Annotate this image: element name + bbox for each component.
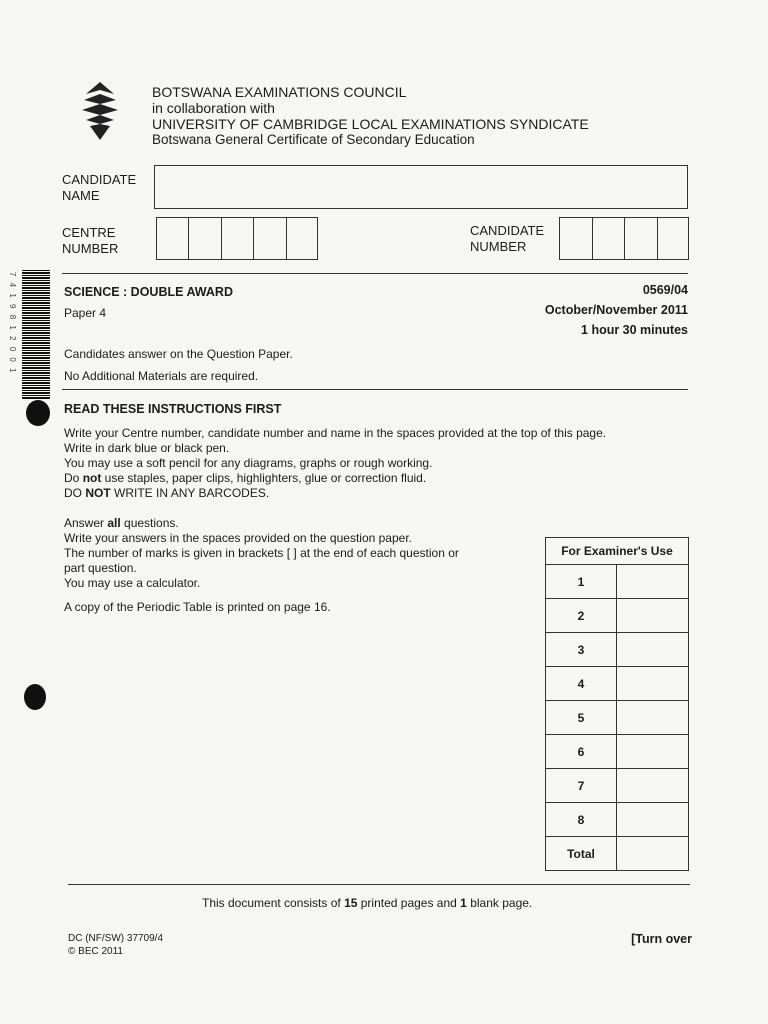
question-number: 1 (546, 565, 617, 599)
question-number: 6 (546, 735, 617, 769)
instruction-line: You may use a calculator. (64, 576, 201, 590)
mark-cell[interactable] (617, 633, 689, 667)
instruction-line: Write your Centre number, candidate number and name in the spaces provided at the top of this page. (64, 426, 607, 440)
instruction-text: DO (64, 486, 86, 500)
document-reference (68, 932, 163, 958)
instructions-heading: READ THESE INSTRUCTIONS FIRST (64, 402, 282, 416)
instruction-emphasis: NOT (85, 486, 111, 500)
header-ucles: UNIVERSITY OF CAMBRIDGE LOCAL EXAMINATIONS SYNDICATE (152, 116, 589, 132)
mark-cell[interactable] (617, 803, 689, 837)
candidate-number-cell[interactable] (625, 218, 658, 259)
barcode (22, 270, 50, 400)
examiner-table (545, 537, 689, 871)
instruction-text: WRITE IN ANY BARCODES. (110, 486, 270, 500)
materials-line-2: No Additional Materials are required. (64, 369, 259, 383)
candidate-name-label (62, 172, 136, 204)
total-mark-cell[interactable] (617, 837, 689, 871)
instruction-line: Write your answers in the spaces provided on the question paper. (64, 531, 412, 545)
turn-over: [Turn over (631, 932, 692, 946)
header-council: BOTSWANA EXAMINATIONS COUNCIL (152, 84, 407, 100)
ink-blot (26, 400, 50, 426)
ink-blot (24, 684, 46, 710)
instruction-line (64, 471, 664, 486)
candidate-number-field[interactable] (559, 217, 689, 260)
footer-text: printed pages and (357, 896, 461, 910)
paper-number: Paper 4 (64, 306, 107, 320)
instruction-text: Do (64, 471, 83, 485)
question-number: 8 (546, 803, 617, 837)
instruction-line: The number of marks is given in brackets [ ] at the end of each question or (64, 546, 459, 560)
blank-pages-count: 1 (460, 896, 467, 910)
bec-logo (78, 80, 122, 144)
centre-number-cell[interactable] (287, 218, 317, 259)
mark-cell[interactable] (617, 701, 689, 735)
question-number: 5 (546, 701, 617, 735)
instruction-line (64, 486, 664, 501)
answer-instructions (64, 516, 524, 591)
instruction-line: part question. (64, 561, 137, 575)
instruction-text: Answer (64, 516, 108, 530)
centre-number-label-l2: NUMBER (62, 241, 119, 256)
divider (68, 884, 690, 885)
printed-pages-count: 15 (344, 896, 358, 910)
mark-cell[interactable] (617, 565, 689, 599)
candidate-name-label-l1: CANDIDATE (62, 172, 137, 187)
instruction-line (64, 516, 524, 531)
instruction-emphasis: not (82, 471, 102, 485)
centre-number-cell[interactable] (189, 218, 221, 259)
instruction-text: use staples, paper clips, highlighters, glue or correction fluid. (101, 471, 427, 485)
barcode-number: 7 4 1 9 8 1 2 0 0 1 (8, 272, 17, 375)
candidate-number-label-l2: NUMBER (470, 239, 527, 254)
candidate-number-cell[interactable] (560, 218, 593, 259)
candidate-number-cell[interactable] (593, 218, 626, 259)
copyright: © BEC 2011 (68, 946, 123, 957)
candidate-number-label (470, 223, 544, 255)
centre-number-cell[interactable] (157, 218, 189, 259)
candidate-number-label-l1: CANDIDATE (470, 223, 545, 238)
materials-line-1: Candidates answer on the Question Paper. (64, 347, 293, 361)
document-code: DC (NF/SW) 37709/4 (68, 933, 164, 944)
footer-text: This document consists of (202, 896, 345, 910)
periodic-table-note: A copy of the Periodic Table is printed on page 16. (64, 600, 331, 614)
header-bgcse: Botswana General Certificate of Secondary Education (152, 132, 475, 147)
subject-title: SCIENCE : DOUBLE AWARD (64, 285, 233, 299)
candidate-name-label-l2: NAME (62, 188, 100, 203)
footer-text: blank page. (466, 896, 533, 910)
question-number: 3 (546, 633, 617, 667)
question-number: 4 (546, 667, 617, 701)
centre-number-label (62, 225, 118, 257)
examiner-table-title: For Examiner's Use (546, 538, 689, 565)
centre-number-field[interactable] (156, 217, 318, 260)
centre-number-cell[interactable] (222, 218, 254, 259)
question-number: 2 (546, 599, 617, 633)
exam-duration: 1 hour 30 minutes (581, 323, 688, 337)
divider (62, 273, 688, 274)
instruction-line: You may use a soft pencil for any diagrams, graphs or rough working. (64, 456, 433, 470)
mark-cell[interactable] (617, 769, 689, 803)
header-collab: in collaboration with (152, 100, 275, 116)
mark-cell[interactable] (617, 599, 689, 633)
mark-cell[interactable] (617, 667, 689, 701)
candidate-name-field[interactable] (154, 165, 688, 209)
paper-code: 0569/04 (642, 283, 688, 297)
page-count-note (202, 896, 532, 911)
instructions-block (64, 426, 664, 501)
instruction-line: Write in dark blue or black pen. (64, 441, 230, 455)
divider (62, 389, 688, 390)
total-label: Total (546, 837, 617, 871)
centre-number-label-l1: CENTRE (62, 225, 116, 240)
question-number: 7 (546, 769, 617, 803)
centre-number-cell[interactable] (254, 218, 286, 259)
instruction-emphasis: all (107, 516, 121, 530)
exam-session: October/November 2011 (544, 303, 688, 317)
candidate-number-cell[interactable] (658, 218, 689, 259)
instruction-text: questions. (120, 516, 179, 530)
mark-cell[interactable] (617, 735, 689, 769)
